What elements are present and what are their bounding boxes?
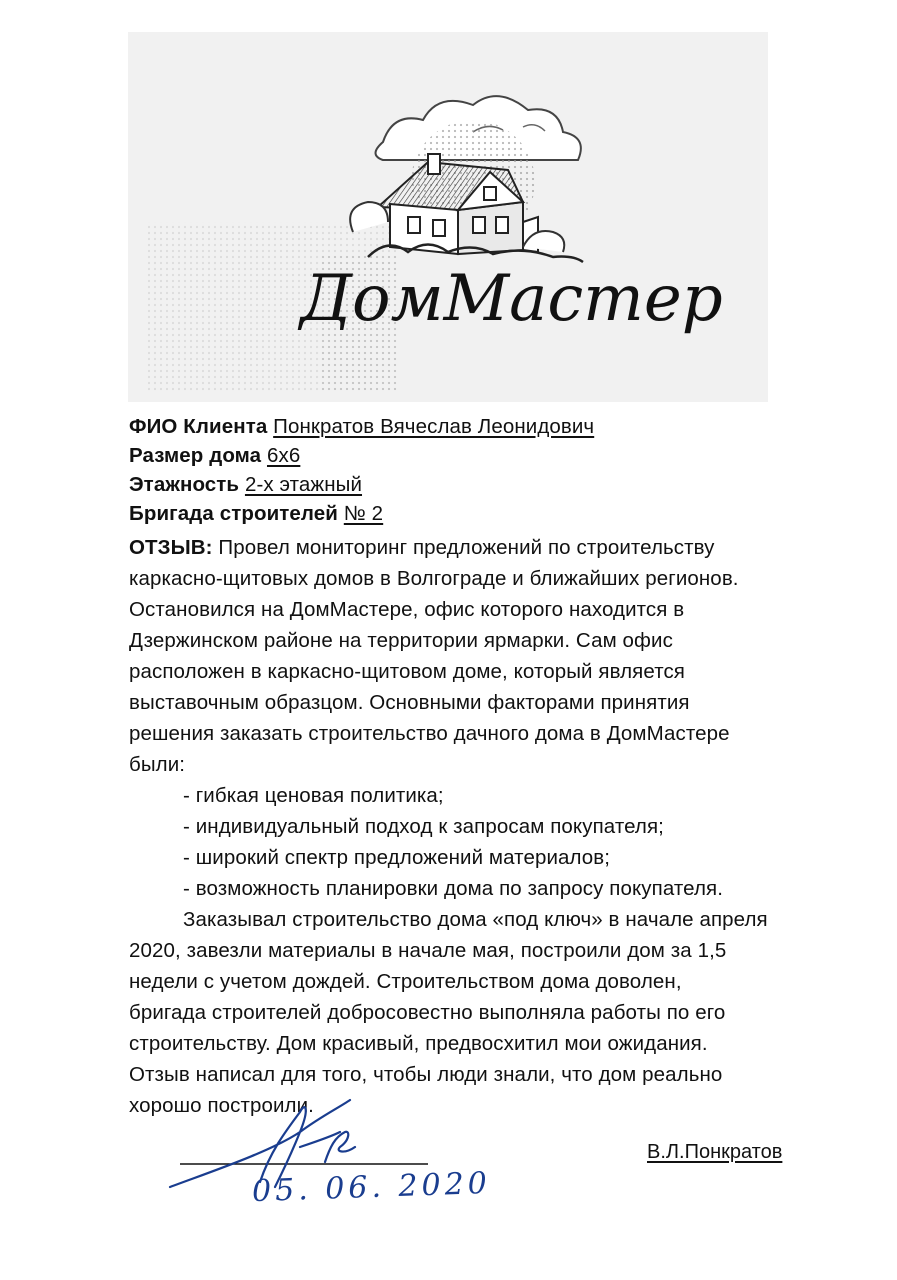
closing-line: строительству. Дом красивый, предвосхитил мои ожидания. — [129, 1032, 708, 1055]
brand-wordmark: ДомМастер — [300, 262, 723, 336]
floors-value: 2-х этажный — [244, 473, 363, 496]
floors-row — [129, 471, 362, 499]
brigade-value: № 2 — [343, 502, 384, 525]
review-bullet: - широкий спектр предложений материалов; — [183, 846, 611, 869]
review-line — [129, 534, 715, 562]
brigade-row — [129, 500, 383, 528]
signature-date: 05. 06. 2020 — [251, 1165, 492, 1210]
review-line: расположен в каркасно-щитовом доме, который является — [129, 660, 686, 683]
house-size-row — [129, 442, 300, 470]
closing-line: недели с учетом дождей. Строительством дома доволен, — [129, 970, 682, 993]
review-line: Дзержинском районе на территории ярмарки. Сам офис — [129, 629, 673, 652]
house-size-value: 6х6 — [266, 444, 301, 467]
closing-line: Отзыв написал для того, чтобы люди знали, что дом реально — [129, 1063, 723, 1086]
client-name-row — [129, 413, 594, 441]
review-line: каркасно-щитовых домов в Волгограде и ближайших регионов. — [129, 567, 739, 590]
review-line: выставочным образцом. Основными факторами принятия — [129, 691, 690, 714]
review-line: были: — [129, 753, 186, 776]
signature-name: В.Л.Понкратов — [647, 1141, 783, 1163]
closing-line: 2020, завезли материалы в начале мая, построили дом за 1,5 — [129, 939, 727, 962]
house-logo-icon — [128, 32, 768, 402]
closing-line: бригада строителей добросовестно выполняла работы по его — [129, 1001, 726, 1024]
house-size-label: Размер дома — [129, 444, 262, 467]
client-name-value: Понкратов Вячеслав Леонидович — [273, 415, 595, 438]
review-line: Остановился на ДомМастере, офис которого находится в — [129, 598, 685, 621]
review-label: ОТЗЫВ: — [129, 536, 213, 559]
review-line: решения заказать строительство дачного дома в ДомМастере — [129, 722, 730, 745]
review-bullet: - гибкая ценовая политика; — [183, 784, 444, 807]
brigade-label: Бригада строителей — [129, 502, 338, 525]
review-bullet: - индивидуальный подход к запросам покупателя; — [183, 815, 664, 838]
client-name-label: ФИО Клиента — [129, 415, 268, 438]
closing-line: Заказывал строительство дома «под ключ» в начале апреля — [183, 908, 768, 931]
logo-header — [128, 32, 768, 402]
floors-label: Этажность — [129, 473, 240, 496]
review-bullet: - возможность планировки дома по запросу покупателя. — [183, 877, 724, 900]
closing-line: хорошо построили. — [129, 1094, 314, 1117]
review-line-text: Провел мониторинг предложений по строительству — [218, 536, 715, 559]
